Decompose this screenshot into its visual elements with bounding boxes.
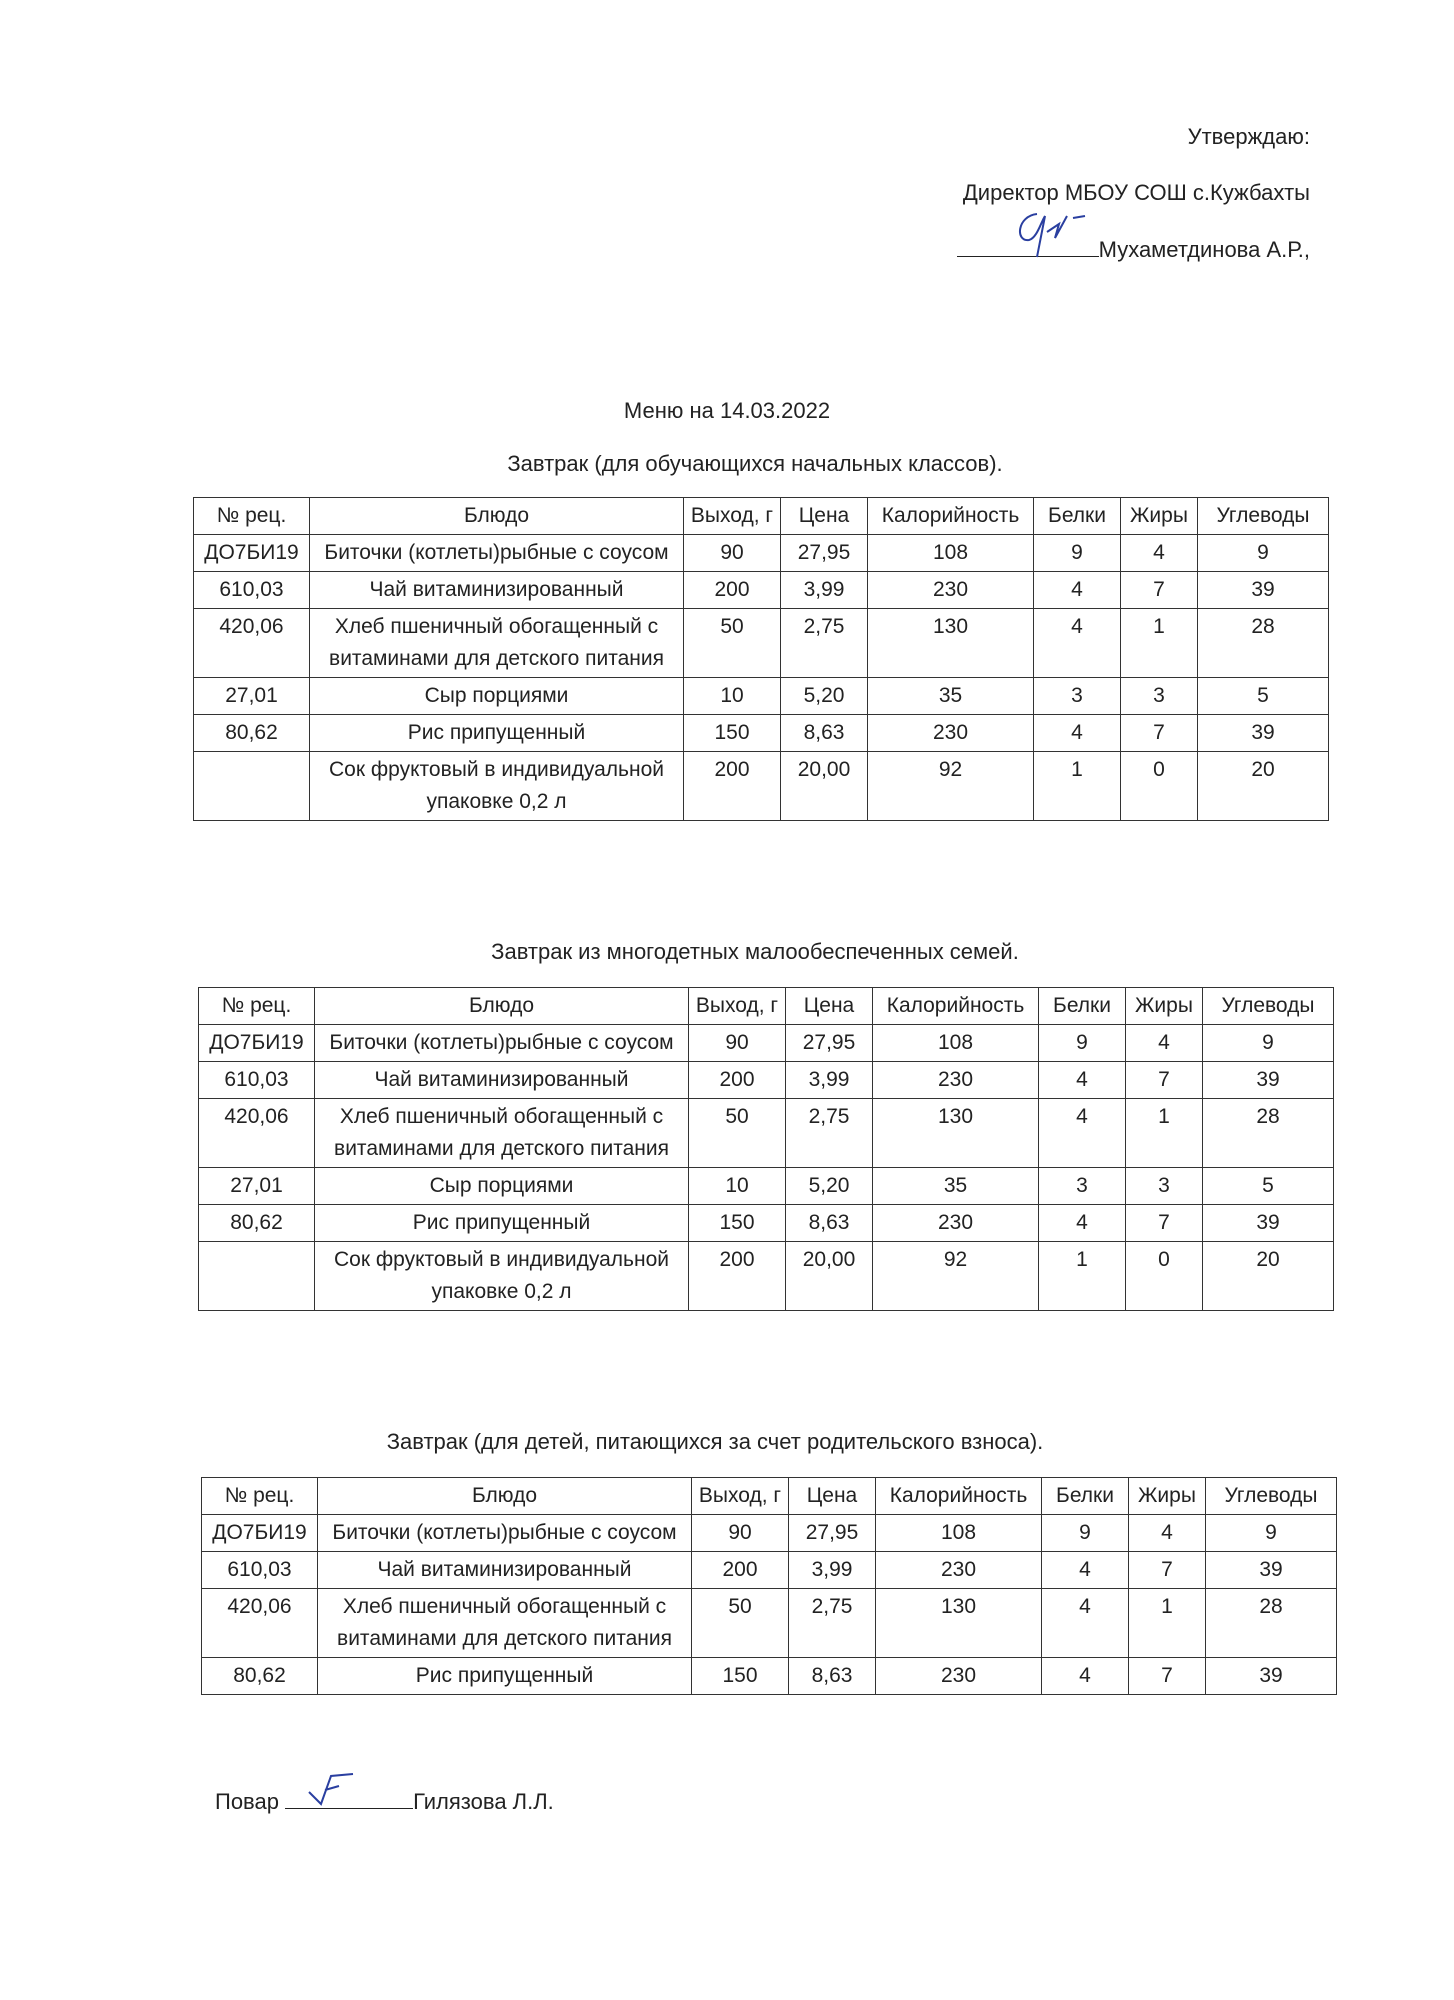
cell-dish: Сыр порциями xyxy=(315,1168,689,1205)
cell-recipe-number: 610,03 xyxy=(194,572,310,609)
cell-recipe-number xyxy=(194,752,310,821)
cell-fat: 7 xyxy=(1126,1062,1203,1099)
cell-dish: Сыр порциями xyxy=(310,678,684,715)
cell-protein: 4 xyxy=(1042,1552,1129,1589)
column-header-yield: Выход, г xyxy=(692,1478,789,1515)
cell-dish: Биточки (котлеты)рыбные с соусом xyxy=(318,1515,692,1552)
cell-calories: 108 xyxy=(876,1515,1042,1552)
cell-recipe-number: 27,01 xyxy=(194,678,310,715)
cell-calories: 230 xyxy=(868,572,1034,609)
cell-calories: 230 xyxy=(873,1062,1039,1099)
section-caption: Завтрак из многодетных малообеспеченных семей. xyxy=(491,939,1019,964)
cell-yield: 200 xyxy=(689,1242,786,1311)
cell-yield: 90 xyxy=(684,535,781,572)
cell-protein: 9 xyxy=(1034,535,1121,572)
cell-calories: 230 xyxy=(876,1552,1042,1589)
cell-dish: Хлеб пшеничный обогащенный с витаминами для детского питания xyxy=(315,1099,689,1168)
table-row xyxy=(194,752,1329,821)
column-header-calories: Калорийность xyxy=(876,1478,1042,1515)
cell-calories: 230 xyxy=(868,715,1034,752)
cook-name: Гилязова Л.Л. xyxy=(413,1789,554,1814)
signature-field xyxy=(957,234,1099,257)
cell-fat: 0 xyxy=(1121,752,1198,821)
table-row xyxy=(194,572,1329,609)
cell-calories: 35 xyxy=(873,1168,1039,1205)
cell-recipe-number: 610,03 xyxy=(199,1062,315,1099)
cell-yield: 50 xyxy=(684,609,781,678)
cell-price: 5,20 xyxy=(786,1168,873,1205)
column-header-dish: Блюдо xyxy=(315,988,689,1025)
table-row xyxy=(202,1515,1337,1552)
table-header-row xyxy=(202,1478,1337,1515)
cell-calories: 130 xyxy=(868,609,1034,678)
cell-protein: 1 xyxy=(1039,1242,1126,1311)
cell-carbs: 39 xyxy=(1198,572,1329,609)
column-header-recipe-number: № рец. xyxy=(202,1478,318,1515)
table-row xyxy=(194,715,1329,752)
cell-fat: 1 xyxy=(1126,1099,1203,1168)
cell-fat: 4 xyxy=(1121,535,1198,572)
cell-dish: Рис припущенный xyxy=(310,715,684,752)
cell-fat: 7 xyxy=(1121,572,1198,609)
column-header-fat: Жиры xyxy=(1126,988,1203,1025)
column-header-recipe-number: № рец. xyxy=(194,498,310,535)
cell-protein: 4 xyxy=(1034,609,1121,678)
cell-dish: Чай витаминизированный xyxy=(318,1552,692,1589)
cell-yield: 150 xyxy=(692,1658,789,1695)
cell-protein: 1 xyxy=(1034,752,1121,821)
director-signature-line xyxy=(957,234,1310,263)
cell-fat: 7 xyxy=(1121,715,1198,752)
table-row xyxy=(199,1168,1334,1205)
table-row xyxy=(194,678,1329,715)
cell-price: 3,99 xyxy=(789,1552,876,1589)
cell-dish: Чай витаминизированный xyxy=(310,572,684,609)
table-row xyxy=(202,1589,1337,1658)
cell-price: 2,75 xyxy=(789,1589,876,1658)
cell-price: 2,75 xyxy=(781,609,868,678)
column-header-calories: Калорийность xyxy=(873,988,1039,1025)
cell-dish: Рис припущенный xyxy=(318,1658,692,1695)
cook-signature-line xyxy=(215,1786,554,1815)
signature-icon xyxy=(1007,202,1097,262)
cook-label: Повар xyxy=(215,1789,279,1814)
column-header-yield: Выход, г xyxy=(684,498,781,535)
column-header-dish: Блюдо xyxy=(310,498,684,535)
column-header-price: Цена xyxy=(789,1478,876,1515)
column-header-recipe-number: № рец. xyxy=(199,988,315,1025)
cell-carbs: 28 xyxy=(1203,1099,1334,1168)
column-header-fat: Жиры xyxy=(1121,498,1198,535)
cell-yield: 150 xyxy=(684,715,781,752)
cell-protein: 4 xyxy=(1042,1658,1129,1695)
column-header-fat: Жиры xyxy=(1129,1478,1206,1515)
table-row xyxy=(202,1658,1337,1695)
cell-dish: Сок фруктовый в индивидуальной упаковке 0,2 л xyxy=(315,1242,689,1311)
cell-dish: Хлеб пшеничный обогащенный с витаминами для детского питания xyxy=(318,1589,692,1658)
column-header-protein: Белки xyxy=(1039,988,1126,1025)
cell-carbs: 39 xyxy=(1206,1658,1337,1695)
cell-carbs: 28 xyxy=(1206,1589,1337,1658)
cell-yield: 200 xyxy=(684,572,781,609)
cell-calories: 35 xyxy=(868,678,1034,715)
cell-carbs: 39 xyxy=(1206,1552,1337,1589)
cell-recipe-number xyxy=(199,1242,315,1311)
cell-carbs: 39 xyxy=(1198,715,1329,752)
table-header-row xyxy=(194,498,1329,535)
cell-carbs: 5 xyxy=(1203,1168,1334,1205)
cell-dish: Рис припущенный xyxy=(315,1205,689,1242)
cell-protein: 4 xyxy=(1039,1205,1126,1242)
cell-carbs: 28 xyxy=(1198,609,1329,678)
cell-fat: 4 xyxy=(1126,1025,1203,1062)
table-row xyxy=(194,535,1329,572)
cell-carbs: 39 xyxy=(1203,1205,1334,1242)
cell-calories: 130 xyxy=(873,1099,1039,1168)
cell-carbs: 9 xyxy=(1198,535,1329,572)
cell-carbs: 39 xyxy=(1203,1062,1334,1099)
cell-dish: Чай витаминизированный xyxy=(315,1062,689,1099)
cell-price: 27,95 xyxy=(781,535,868,572)
cell-price: 2,75 xyxy=(786,1099,873,1168)
cell-carbs: 9 xyxy=(1203,1025,1334,1062)
cell-price: 8,63 xyxy=(786,1205,873,1242)
cell-protein: 9 xyxy=(1042,1515,1129,1552)
cell-yield: 150 xyxy=(689,1205,786,1242)
cell-recipe-number: 420,06 xyxy=(202,1589,318,1658)
director-name: Мухаметдинова А.Р., xyxy=(1098,237,1310,262)
cell-recipe-number: ДО7БИ19 xyxy=(202,1515,318,1552)
cell-carbs: 9 xyxy=(1206,1515,1337,1552)
cell-fat: 4 xyxy=(1129,1515,1206,1552)
cell-fat: 3 xyxy=(1126,1168,1203,1205)
cell-yield: 50 xyxy=(692,1589,789,1658)
column-header-carbs: Углеводы xyxy=(1206,1478,1337,1515)
cell-fat: 0 xyxy=(1126,1242,1203,1311)
column-header-calories: Калорийность xyxy=(868,498,1034,535)
cell-recipe-number: ДО7БИ19 xyxy=(199,1025,315,1062)
cell-price: 27,95 xyxy=(786,1025,873,1062)
section-caption: Завтрак (для обучающихся начальных классов). xyxy=(507,451,1003,476)
cell-recipe-number: 27,01 xyxy=(199,1168,315,1205)
cell-dish: Биточки (котлеты)рыбные с соусом xyxy=(310,535,684,572)
cell-dish: Хлеб пшеничный обогащенный с витаминами для детского питания xyxy=(310,609,684,678)
cell-recipe-number: 610,03 xyxy=(202,1552,318,1589)
cell-price: 3,99 xyxy=(786,1062,873,1099)
director-position: Директор МБОУ СОШ с.Кужбахты xyxy=(962,180,1310,205)
cell-protein: 4 xyxy=(1034,572,1121,609)
cell-dish: Биточки (котлеты)рыбные с соусом xyxy=(315,1025,689,1062)
cell-yield: 90 xyxy=(689,1025,786,1062)
cell-carbs: 20 xyxy=(1203,1242,1334,1311)
table-row xyxy=(199,1025,1334,1062)
column-header-protein: Белки xyxy=(1034,498,1121,535)
cell-fat: 7 xyxy=(1126,1205,1203,1242)
column-header-carbs: Углеводы xyxy=(1203,988,1334,1025)
cell-price: 27,95 xyxy=(789,1515,876,1552)
column-header-protein: Белки xyxy=(1042,1478,1129,1515)
table-row xyxy=(202,1552,1337,1589)
cell-recipe-number: 420,06 xyxy=(194,609,310,678)
cell-yield: 10 xyxy=(684,678,781,715)
column-header-dish: Блюдо xyxy=(318,1478,692,1515)
page-title: Меню на 14.03.2022 xyxy=(623,398,831,423)
cell-protein: 9 xyxy=(1039,1025,1126,1062)
column-header-carbs: Углеводы xyxy=(1198,498,1329,535)
signature-field xyxy=(285,1786,413,1809)
column-header-yield: Выход, г xyxy=(689,988,786,1025)
table-row xyxy=(194,609,1329,678)
cell-fat: 1 xyxy=(1129,1589,1206,1658)
cell-carbs: 5 xyxy=(1198,678,1329,715)
cell-fat: 7 xyxy=(1129,1658,1206,1695)
cell-fat: 1 xyxy=(1121,609,1198,678)
cell-calories: 92 xyxy=(868,752,1034,821)
cell-calories: 230 xyxy=(876,1658,1042,1695)
table-header-row xyxy=(199,988,1334,1025)
cell-recipe-number: 80,62 xyxy=(202,1658,318,1695)
cell-calories: 92 xyxy=(873,1242,1039,1311)
cell-recipe-number: ДО7БИ19 xyxy=(194,535,310,572)
menu-table-large-families xyxy=(198,987,1334,1311)
section-caption: Завтрак (для детей, питающихся за счет родительского взноса). xyxy=(386,1429,1044,1454)
approve-label: Утверждаю: xyxy=(1187,124,1310,149)
menu-table-parent-paid xyxy=(201,1477,1337,1695)
cell-carbs: 20 xyxy=(1198,752,1329,821)
cell-fat: 3 xyxy=(1121,678,1198,715)
table-row xyxy=(199,1242,1334,1311)
table-row xyxy=(199,1099,1334,1168)
cell-calories: 130 xyxy=(876,1589,1042,1658)
cell-price: 5,20 xyxy=(781,678,868,715)
cell-recipe-number: 420,06 xyxy=(199,1099,315,1168)
cell-yield: 50 xyxy=(689,1099,786,1168)
cell-price: 20,00 xyxy=(786,1242,873,1311)
cell-recipe-number: 80,62 xyxy=(194,715,310,752)
cell-price: 3,99 xyxy=(781,572,868,609)
cell-price: 8,63 xyxy=(789,1658,876,1695)
cell-yield: 200 xyxy=(689,1062,786,1099)
signature-icon xyxy=(305,1770,375,1814)
cell-protein: 4 xyxy=(1039,1062,1126,1099)
cell-price: 8,63 xyxy=(781,715,868,752)
cell-protein: 4 xyxy=(1034,715,1121,752)
cell-protein: 3 xyxy=(1034,678,1121,715)
cell-calories: 108 xyxy=(873,1025,1039,1062)
table-row xyxy=(199,1062,1334,1099)
menu-table-primary xyxy=(193,497,1329,821)
cell-calories: 108 xyxy=(868,535,1034,572)
cell-protein: 3 xyxy=(1039,1168,1126,1205)
column-header-price: Цена xyxy=(781,498,868,535)
cell-recipe-number: 80,62 xyxy=(199,1205,315,1242)
table-row xyxy=(199,1205,1334,1242)
cell-fat: 7 xyxy=(1129,1552,1206,1589)
cell-protein: 4 xyxy=(1042,1589,1129,1658)
cell-yield: 90 xyxy=(692,1515,789,1552)
cell-yield: 10 xyxy=(689,1168,786,1205)
cell-protein: 4 xyxy=(1039,1099,1126,1168)
column-header-price: Цена xyxy=(786,988,873,1025)
cell-calories: 230 xyxy=(873,1205,1039,1242)
cell-yield: 200 xyxy=(692,1552,789,1589)
cell-price: 20,00 xyxy=(781,752,868,821)
cell-dish: Сок фруктовый в индивидуальной упаковке 0,2 л xyxy=(310,752,684,821)
cell-yield: 200 xyxy=(684,752,781,821)
